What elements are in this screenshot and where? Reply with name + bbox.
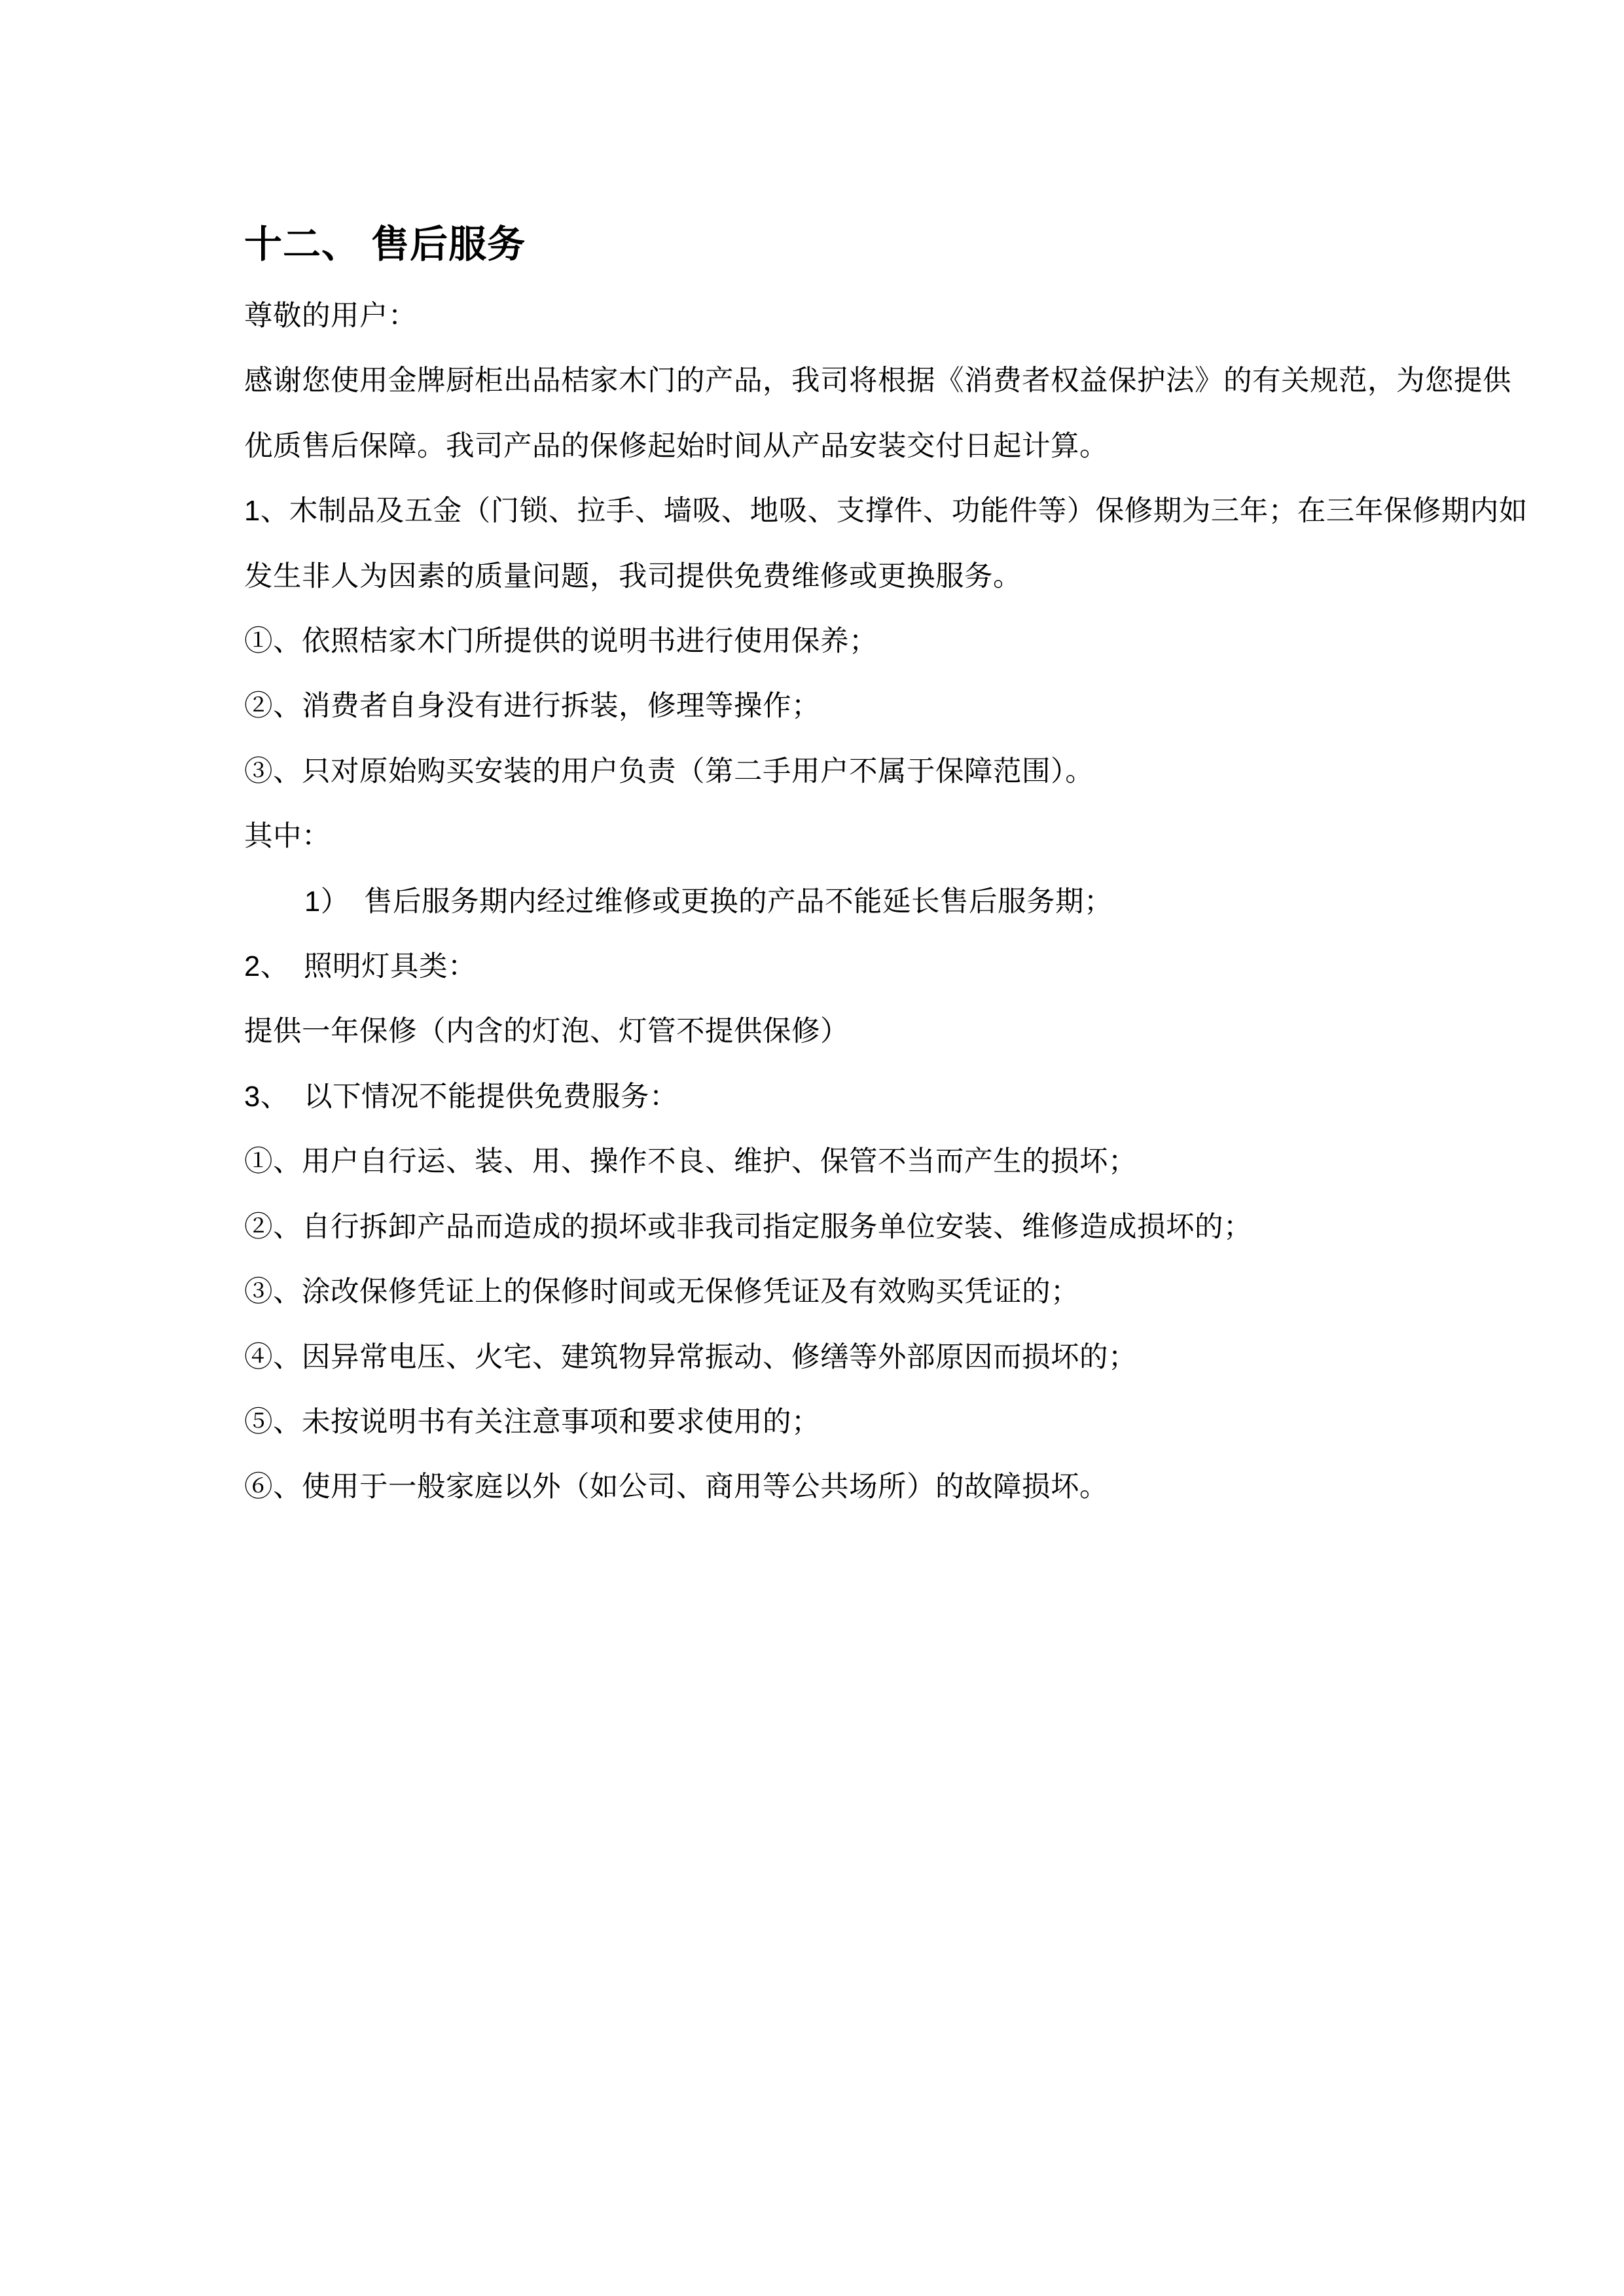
section-heading: 十二、 售后服务 (244, 223, 526, 266)
paragraph-line: 感谢您使用金牌厨柜出品桔家木门的产品，我司将根据《消费者权益保护法》的有关规范，为您提供 (244, 365, 1511, 397)
paragraph-line: 优质售后保障。我司产品的保修起始时间从产品安装交付日起计算。 (244, 430, 1108, 462)
condition-circled-1: ①、依照桔家木门所提供的说明书进行使用保养； (244, 626, 878, 658)
list-item-2-detail: 提供一年保修（内含的灯泡、灯管不提供保修） (244, 1016, 849, 1048)
list-item-2: 2、 照明灯具类： (244, 951, 477, 983)
exclusion-circled-2: ②、自行拆卸产品而造成的损坏或非我司指定服务单位安装、维修造成损坏的； (244, 1211, 1252, 1243)
exclusion-circled-3: ③、涂改保修凭证上的保修时间或无保修凭证及有效购买凭证的； (244, 1276, 1079, 1308)
note-label: 其中： (244, 821, 331, 853)
exclusion-circled-5: ⑤、未按说明书有关注意事项和要求使用的； (244, 1406, 820, 1438)
sub-item-1: 1） 售后服务期内经过维修或更换的产品不能延长售后服务期； (304, 886, 1113, 918)
list-item-1: 1、木制品及五金（门锁、拉手、墙吸、地吸、支撑件、功能件等）保修期为三年；在三年保修期内如 (244, 495, 1528, 528)
list-item-1-continued: 发生非人为因素的质量问题，我司提供免费维修或更换服务。 (244, 560, 1022, 592)
condition-circled-2: ②、消费者自身没有进行拆装，修理等操作； (244, 691, 820, 723)
salutation-line: 尊敬的用户： (244, 300, 417, 332)
exclusion-circled-1: ①、用户自行运、装、用、操作不良、维护、保管不当而产生的损坏； (244, 1146, 1137, 1178)
condition-circled-3: ③、只对原始购买安装的用户负责（第二手用户不属于保障范围）。 (244, 755, 1094, 787)
exclusion-circled-4: ④、因异常电压、火宅、建筑物异常振动、修缮等外部原因而损坏的； (244, 1341, 1137, 1373)
exclusion-circled-6: ⑥、使用于一般家庭以外（如公司、商用等公共场所）的故障损坏。 (244, 1471, 1108, 1503)
list-item-3: 3、 以下情况不能提供免费服务： (244, 1081, 678, 1113)
